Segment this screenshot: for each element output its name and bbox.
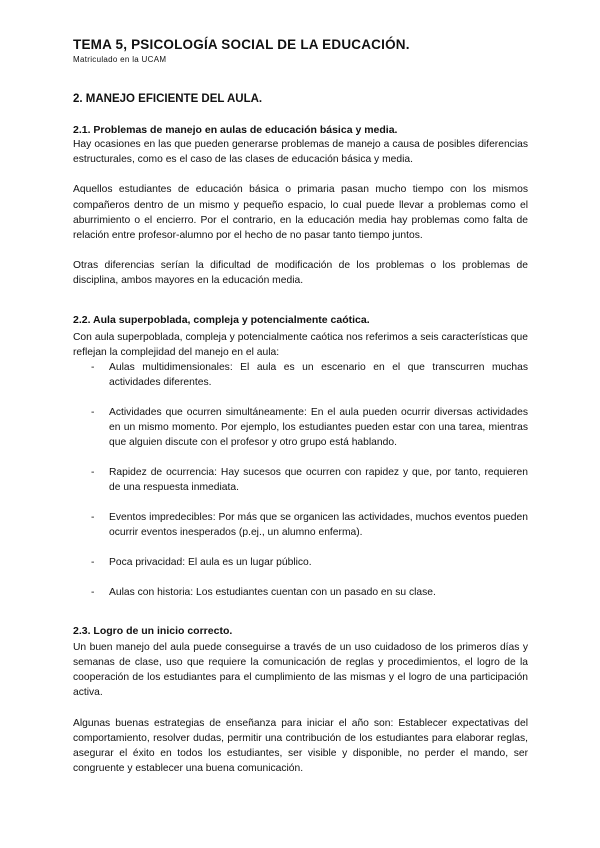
subsection-2-2-heading: 2.2. Aula superpoblada, compleja y potencialmente caótica. [73, 313, 370, 326]
list-item: - Poca privacidad: El aula es un lugar público. [73, 555, 528, 570]
list-item: - Eventos impredecibles: Por más que se organicen las actividades, muchos eventos pueden ocurrir eventos inesperados (p.ej., un alumno enferma). [73, 510, 528, 540]
section-heading: 2. MANEJO EFICIENTE DEL AULA. [73, 93, 263, 105]
list-item: - Rapidez de ocurrencia: Hay sucesos que ocurren con rapidez y que, por tanto, requieren de una respuesta inmediata. [73, 465, 528, 495]
paragraph: Algunas buenas estrategias de enseñanza para iniciar el año son: Establecer expectativas del comportamiento, resolver dudas, permitir una contribución de los estudiantes para elaborar reglas, asegurar el éxito en todos los estudiantes, ser visible y disponible, no perder el mando, ser congruente y establecer una buena comunicación. [73, 717, 528, 775]
characteristics-list [73, 360, 528, 600]
paragraph: Con aula superpoblada, compleja y potencialmente caótica nos referimos a seis características que reflejan la complejidad del manejo en el aula: [73, 331, 528, 358]
paragraph: Aquellos estudiantes de educación básica o primaria pasan mucho tiempo con los mismos compañeros dentro de un mismo y pequeño espacio, lo cual puede llevar a problemas como el aburrimiento o el encierro. Por el contrario, en la educación media hay problemas como falta de relación entre profesor-alumno por el hecho de no pasar tanto tiempo juntos. [73, 184, 528, 242]
subsection-2-3 [73, 624, 528, 777]
subsection-2-2 [73, 313, 528, 600]
subsection-2-1-heading: 2.1. Problemas de manejo en aulas de educación básica y media. [73, 124, 398, 136]
paragraph: Otras diferencias serían la dificultad de modificación de los problemas o los problemas de disciplina, ambos mayores en la educación media. [73, 260, 528, 287]
subsection-2-1 [73, 123, 528, 289]
subsection-2-3-heading: 2.3. Logro de un inicio correcto. [73, 624, 233, 637]
document-page [73, 36, 528, 776]
list-item: - Aulas multidimensionales: El aula es un escenario en el que transcurren muchas actividades diferentes. [73, 360, 528, 390]
paragraph: Un buen manejo del aula puede conseguirse a través de un uso cuidadoso de los primeros días y semanas de clase, uso que requiere la comunicación de reglas y procedimientos, el logro de la cooperación de los estudiantes para el cumplimiento de las mismas y el logro de una participación activa. [73, 641, 528, 699]
list-item: - Actividades que ocurren simultáneamente: En el aula pueden ocurrir diversas actividades en un mismo momento. Por ejemplo, los estudiantes pueden estar con una tarea, mientras que alguien discute con el profesor y otro grupo está hablando. [73, 405, 528, 451]
document-subtitle: Matriculado en la UCAM [73, 55, 167, 64]
document-title: TEMA 5, PSICOLOGÍA SOCIAL DE LA EDUCACIÓN. [73, 37, 410, 52]
list-item: - Aulas con historia: Los estudiantes cuentan con un pasado en su clase. [73, 585, 528, 600]
paragraph: Hay ocasiones en las que pueden generarse problemas de manejo a causa de posibles diferencias estructurales, como es el caso de las clases de educación básica y media. [73, 139, 528, 166]
